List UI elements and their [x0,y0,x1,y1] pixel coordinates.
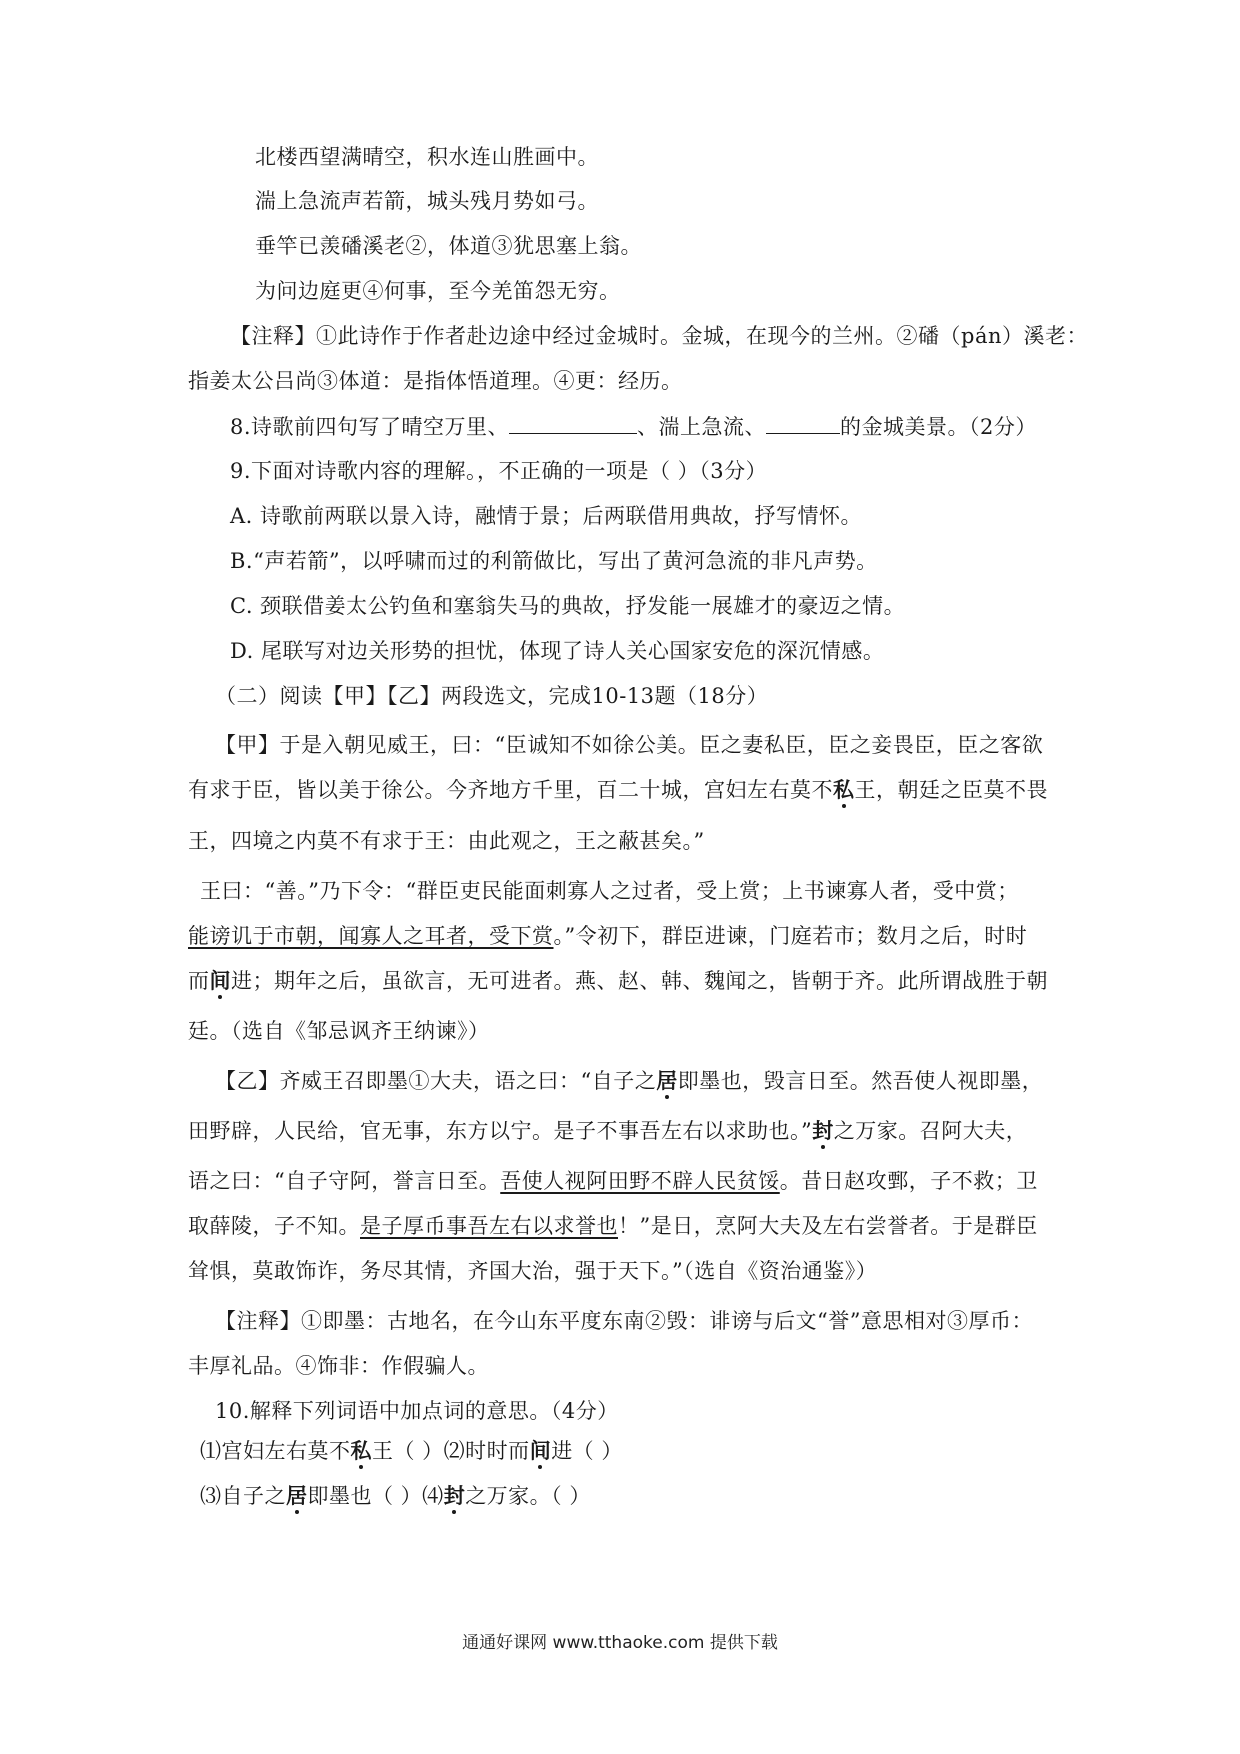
passage-text: 之万家。召阿大夫， [833,1119,1028,1143]
answer-blank-2[interactable] [766,411,840,434]
passage-jia-line-3: 王，四境之内莫不有求于王：由此观之，王之蔽甚矣。” [188,829,705,853]
question-text: ⑶自子之 [200,1484,286,1508]
poem-note-line-1: 【注释】①此诗作于作者赴边途中经过金城时。金城，在现今的兰州。②磻（pán）溪老： [230,324,1088,348]
passage-yi-line-4 [188,1211,1038,1241]
dotted-word: 私 [350,1438,372,1463]
passage-text: 而 [188,969,210,993]
question-9-option-c: C. 颈联借姜太公钓鱼和塞翁失马的典故，抒发能一展雄才的豪迈之情。 [230,594,906,618]
poem-line-1: 北楼西望满晴空，积水连山胜画中。 [255,145,599,169]
passage-text: 语之曰：“自子守阿，誉言日至。 [188,1169,501,1193]
question-9-stem: 9.下面对诗歌内容的理解。，不正确的一项是（ ）（3分） [230,459,768,483]
passage-text: 田野辟，人民给，官无事，东方以宁。是子不事吾左右以求助也。” [188,1119,813,1143]
underlined-sentence: 吾使人视阿田野不辟人民贫馁 [500,1169,780,1193]
passage-jia-line-5 [188,921,1027,951]
dotted-word: 间 [209,968,231,993]
question-text: 进（ ） [551,1439,623,1463]
poem-note-line-2: 指姜太公吕尚③体道：是指体悟道理。④更：经历。 [188,369,683,393]
dotted-word: 间 [529,1438,552,1463]
passage-jia-line-1: 【甲】于是入朝见威王，曰：“臣诚知不如徐公美。臣之妻私臣，臣之妾畏臣，臣之客欲 [215,733,1044,757]
question-8-part2: 、湍上急流、 [637,415,767,439]
passage-text: 。昔日赵攻鄄，子不救；卫 [779,1169,1038,1193]
question-9-option-b: B.“声若箭”，以呼啸而过的利箭做比，写出了黄河急流的非凡声势。 [230,549,878,573]
passage-yi-line-3 [188,1166,1038,1196]
question-text: ⑴宫妇左右莫不 [200,1439,351,1463]
dotted-word: 封 [812,1118,834,1143]
underlined-sentence: 是子厚币事吾左右以求誉也 [360,1214,618,1238]
question-9-option-d: D. 尾联写对边关形势的担忧，体现了诗人关心国家安危的深沉情感。 [230,639,885,663]
question-8-part3: 的金城美景。（2分） [840,415,1037,439]
passage-text: 【乙】齐威王召即墨①大夫，语之曰：“自子之 [215,1069,657,1093]
question-text: 王（ ）⑵时时而 [372,1439,530,1463]
passage-jia-line-6 [188,966,1048,996]
passage-text: 有求于臣，皆以美于徐公。今齐地方千里，百二十城，宫妇左右莫不 [188,778,833,802]
passage-text: 进；期年之后，虽欲言，无可进者。燕、赵、韩、魏闻之，皆朝于齐。此所谓战胜于朝 [231,969,1048,993]
question-text: 之万家。（ ） [465,1484,591,1508]
question-9-option-a: A. 诗歌前两联以景入诗，融情于景；后两联借用典故，抒写情怀。 [230,504,863,528]
passage-text: 。”令初下，群臣进谏，门庭若市；数月之后，时时 [553,924,1028,948]
poem-line-2: 湍上急流声若箭，城头残月势如弓。 [255,189,599,213]
page-footer: 通通好课网 www.tthaoke.com 提供下载 [462,1633,778,1653]
passage-yi-note-2: 丰厚礼品。④饰非：作假骗人。 [188,1354,489,1378]
passage-jia-line-2 [188,775,1048,805]
passage-jia-line-7: 廷。（选自《邹忌讽齐王纳谏》） [188,1019,490,1043]
question-10-items-3-4 [200,1481,591,1511]
passage-text: ！”是日，烹阿大夫及左右尝誉者。于是群臣 [618,1214,1038,1238]
answer-blank-1[interactable] [509,411,637,434]
poem-line-4: 为问边庭更④何事，至今羌笛怨无穷。 [255,279,621,303]
passage-yi-line-5: 耸惧，莫敢饰诈，务尽其情，齐国大治，强于天下。”（选自《资治通鉴》） [188,1259,878,1283]
passage-jia-line-4: 王曰：“善。”乃下令：“群臣吏民能面刺寡人之过者，受上赏；上书谏寡人者，受中赏； [200,879,1019,903]
dotted-word: 居 [656,1068,678,1093]
passage-yi-line-1 [215,1066,1043,1096]
dotted-word: 居 [286,1483,308,1508]
question-10-items-1-2 [200,1436,623,1466]
passage-yi-line-2 [188,1116,1027,1146]
passage-text: 王，朝廷之臣莫不畏 [854,778,1048,802]
passage-text: 即墨也，毁言日至。然吾使人视即墨， [677,1069,1044,1093]
question-8 [230,411,1037,442]
passage-yi-note-1: 【注释】①即墨：古地名，在今山东平度东南②毁：诽谤与后文“誉”意思相对③厚币： [215,1309,1033,1333]
section-2-heading: （二）阅读【甲】【乙】两段选文，完成10-13题（18分） [215,684,769,708]
question-text: 即墨也（ ）⑷ [307,1484,444,1508]
dotted-word: 封 [443,1483,466,1508]
question-10-stem: 10.解释下列词语中加点词的意思。（4分） [215,1399,619,1423]
question-8-part1: 8.诗歌前四句写了晴空万里、 [230,415,510,439]
passage-text: 取薛陵，子不知。 [188,1214,360,1238]
dotted-word: 私 [833,777,855,802]
underlined-sentence: 能谤讥于市朝，闻寡人之耳者，受下赏 [188,924,554,948]
poem-line-3: 垂竿已羡磻溪老②，体道③犹思塞上翁。 [255,234,642,258]
